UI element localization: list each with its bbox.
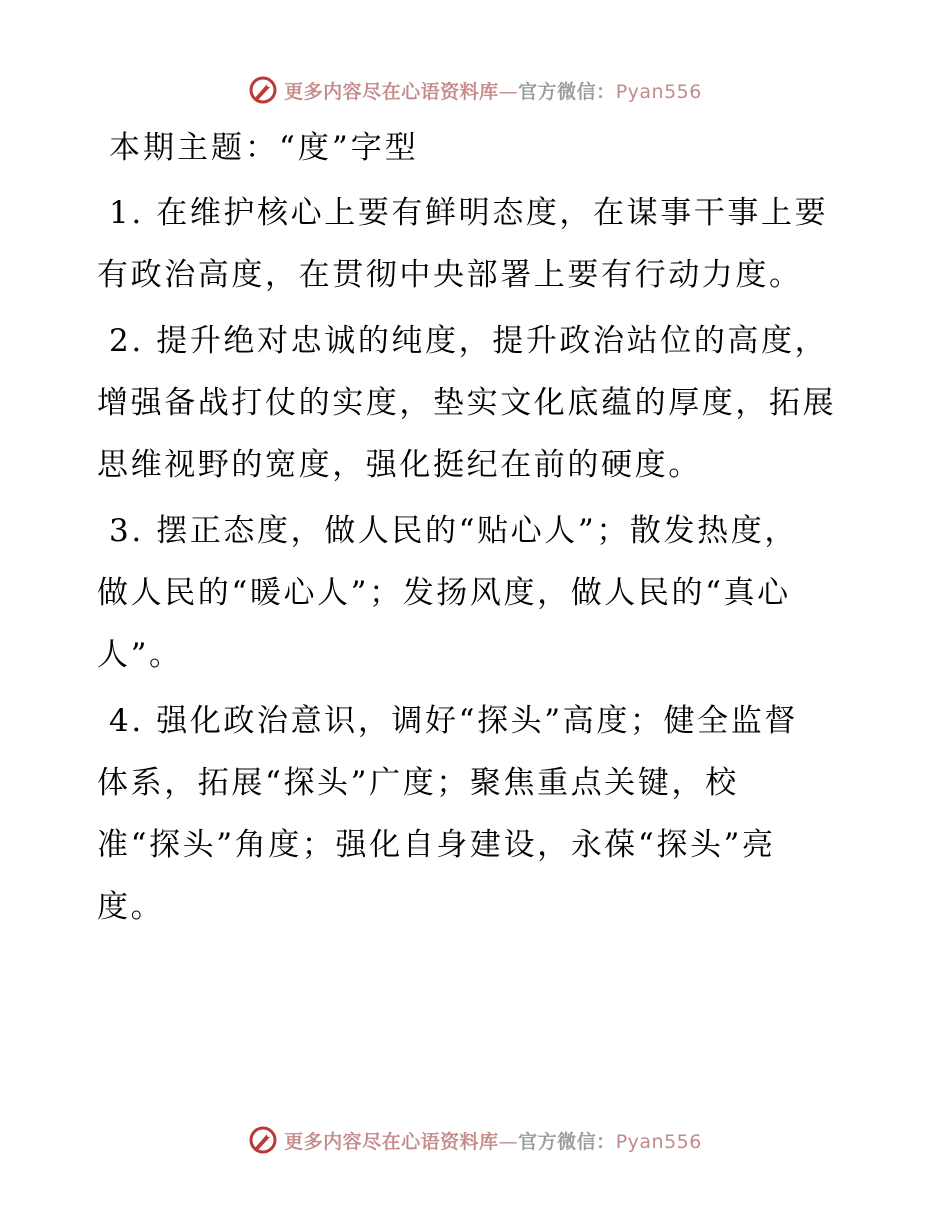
- paragraph-line: 增强备战打仗的实度，垫实文化底蕴的厚度，拓展: [97, 385, 837, 421]
- paragraph-line: 体系，拓展“探头”广度；聚焦重点关键，校: [97, 765, 739, 801]
- document-title: 本期主题：“度”字型: [109, 130, 419, 166]
- paragraph-line: 4. 强化政治意识，调好“探头”高度；健全监督: [109, 703, 798, 739]
- paragraph-line: 2. 提升绝对忠诚的纯度，提升政治站位的高度，: [109, 323, 829, 359]
- paragraph-line: 度。: [97, 889, 165, 925]
- pen-nib-logo-icon: [248, 75, 278, 105]
- paragraph-line: 做人民的“暖心人”；发扬风度，做人民的“真心: [97, 575, 791, 611]
- footer-banner: [0, 1120, 950, 1160]
- paragraph-2: [97, 310, 857, 496]
- paragraph-line: 有政治高度，在贯彻中央部署上要有行动力度。: [97, 257, 803, 293]
- banner-main-text: 更多内容尽在心语资料库: [284, 1130, 499, 1153]
- banner-main-text: 更多内容尽在心语资料库: [284, 80, 499, 103]
- banner-separator: —: [498, 1130, 519, 1153]
- paragraph-line: 人”。: [97, 637, 183, 673]
- paragraph-1: [97, 182, 857, 306]
- banner-sub-text: 官方微信：: [518, 1130, 616, 1153]
- banner-wechat-id: Pyan556: [615, 1130, 702, 1153]
- banner-text: [284, 1127, 702, 1154]
- paragraph-3: [97, 500, 857, 686]
- pen-nib-logo-icon: [248, 1125, 278, 1155]
- document-body: [97, 120, 857, 942]
- banner-separator: —: [498, 80, 519, 103]
- banner-wechat-id: Pyan556: [615, 80, 702, 103]
- banner-sub-text: 官方微信：: [518, 80, 616, 103]
- paragraph-line: 1. 在维护核心上要有鲜明态度，在谋事干事上要: [109, 195, 829, 231]
- header-banner: [0, 70, 950, 110]
- paragraph-line: 准“探头”角度；强化自身建设，永葆“探头”亮: [97, 827, 776, 863]
- banner-text: [284, 77, 702, 104]
- paragraph-line: 3. 摆正态度，做人民的“贴心人”；散发热度，: [109, 513, 798, 549]
- paragraph-line: 思维视野的宽度，强化挺纪在前的硬度。: [97, 447, 702, 483]
- paragraph-4: [97, 690, 857, 938]
